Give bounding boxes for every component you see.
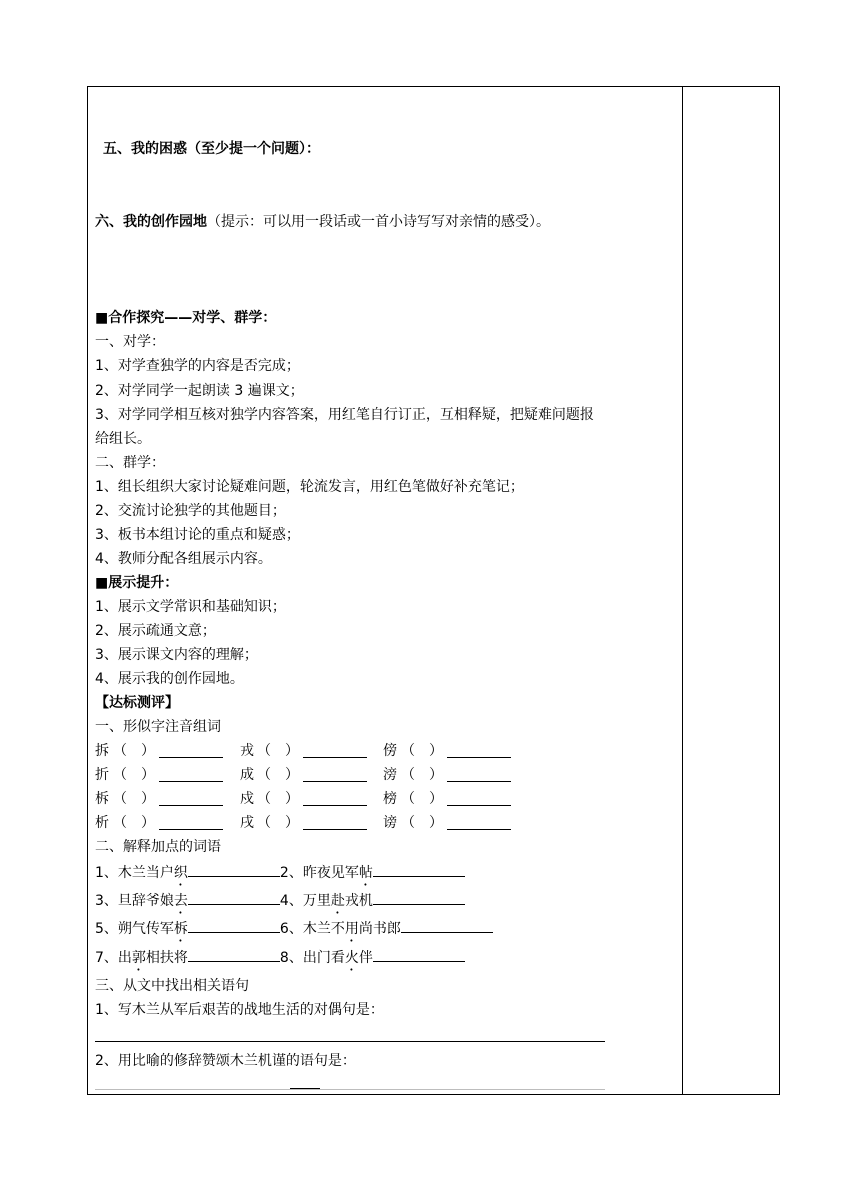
- show-heading: ■展示提升：: [95, 575, 179, 591]
- q2-dotted-char: 织: [173, 865, 188, 881]
- q2-text: 3、旦辞爷娘: [95, 893, 174, 909]
- show-item: 2、展示疏通文意；: [95, 623, 216, 639]
- q1-paren: （ ）: [401, 815, 443, 831]
- q2-dotted-char: 用: [344, 921, 359, 937]
- q1-paren: （ ）: [113, 743, 155, 759]
- q2-text: 相扶将: [145, 950, 188, 966]
- q1-char: 柝: [95, 791, 109, 807]
- duixue-heading: 一、对学：: [95, 334, 165, 350]
- q2-dotted-char: 火: [344, 950, 359, 966]
- q3-heading: 三、从文中找出相关语句: [95, 978, 249, 994]
- q1-blank[interactable]: [303, 791, 367, 806]
- q2-dotted-char: 柝: [173, 921, 188, 937]
- q2-blank[interactable]: [188, 947, 280, 962]
- q1-paren: （ ）: [401, 791, 443, 807]
- q1-blank[interactable]: [303, 767, 367, 782]
- q2-text: 8、出门看: [279, 950, 345, 966]
- creation-hint: （提示：可以用一段话或一首小诗写写对亲情的感受）。: [207, 214, 550, 230]
- q2-heading: 二、解释加点的词语: [95, 839, 221, 855]
- q1-blank[interactable]: [159, 767, 223, 782]
- q2-blank[interactable]: [373, 947, 465, 962]
- coop-heading: ■合作探究——对学、群学：: [95, 310, 277, 326]
- duixue-item: 3、对学同学相互核对独学内容答案，用红笔自行订正，互相释疑，把疑难问题报: [95, 407, 594, 423]
- q2-dotted-char: 去: [173, 893, 188, 909]
- q1-blank[interactable]: [159, 791, 223, 806]
- show-item: 1、展示文学常识和基础知识；: [95, 599, 286, 615]
- show-item: 4、展示我的创作园地。: [95, 671, 244, 687]
- q1-blank[interactable]: [159, 815, 223, 830]
- show-item: 3、展示课文内容的理解；: [95, 647, 258, 663]
- qunxue-item: 2、交流讨论独学的其他题目；: [95, 503, 286, 519]
- q1-char: 傍: [383, 743, 397, 759]
- q2-text: 6、木兰不: [279, 921, 345, 937]
- q1-char: 析: [95, 815, 109, 831]
- q2-text: 1、木兰当户: [95, 865, 174, 881]
- q1-paren: （ ）: [401, 767, 443, 783]
- q2-dotted-char: 赴: [330, 893, 345, 909]
- q1-char: 谤: [383, 815, 397, 831]
- qunxue-item: 4、教师分配各组展示内容。: [95, 551, 272, 567]
- q2-text: 5、朔气传军: [95, 921, 174, 937]
- creation-heading: [95, 212, 550, 232]
- q2-blank[interactable]: [188, 862, 280, 877]
- q1-blank[interactable]: [447, 767, 511, 782]
- q1-blank[interactable]: [447, 791, 511, 806]
- duixue-item: 2、对学同学一起朗读 3 遍课文；: [95, 383, 304, 399]
- q2-dotted-char: 帖: [358, 865, 373, 881]
- q1-paren: （ ）: [113, 767, 155, 783]
- q1-char: 榜: [383, 791, 397, 807]
- q1-paren: （ ）: [401, 743, 443, 759]
- q3-question: 2、用比喻的修辞赞颂木兰机谨的语句是：: [95, 1053, 356, 1069]
- q2-row: [95, 918, 493, 945]
- q1-paren: （ ）: [257, 815, 299, 831]
- qunxue-heading: 二、群学：: [95, 455, 165, 471]
- q1-paren: （ ）: [257, 743, 299, 759]
- q1-char: 戌: [240, 815, 254, 831]
- q2-text: 尚书郎: [358, 921, 401, 937]
- qunxue-item: 1、组长组织大家讨论疑难问题，轮流发言，用红色笔做好补充笔记；: [95, 479, 524, 495]
- q2-row: [95, 947, 465, 974]
- q2-blank[interactable]: [373, 862, 465, 877]
- q2-blank[interactable]: [188, 890, 280, 905]
- q2-text: 2、昨夜见军: [279, 865, 359, 881]
- q3-answer-line-mark: [290, 1088, 320, 1089]
- q3-answer-line[interactable]: [95, 1041, 605, 1042]
- creation-heading-bold: 六、我的创作园地: [95, 214, 207, 230]
- q1-blank[interactable]: [447, 743, 511, 758]
- q2-dotted-char: 郭: [131, 950, 146, 966]
- q1-paren: （ ）: [113, 815, 155, 831]
- table-column-divider: [682, 86, 683, 1095]
- q1-char: 戍: [240, 791, 254, 807]
- q2-text: 7、出: [95, 950, 132, 966]
- q3-question: 1、写木兰从军后艰苦的战地生活的对偶句是：: [95, 1002, 384, 1018]
- q1-blank[interactable]: [159, 743, 223, 758]
- confusion-heading: 五、我的困惑（至少提一个问题）：: [103, 141, 320, 157]
- q1-blank[interactable]: [303, 815, 367, 830]
- q1-paren: （ ）: [113, 791, 155, 807]
- q2-blank[interactable]: [401, 918, 493, 933]
- q1-char: 戎: [240, 743, 254, 759]
- q1-char: 滂: [383, 767, 397, 783]
- q2-text: 伴: [358, 950, 373, 966]
- q2-blank[interactable]: [188, 918, 280, 933]
- q2-blank[interactable]: [373, 890, 465, 905]
- q2-row: [95, 890, 465, 917]
- test-heading: 【达标测评】: [95, 695, 179, 711]
- q1-heading: 一、形似字注音组词: [95, 719, 221, 735]
- q3-answer-line[interactable]: [95, 1089, 605, 1090]
- q2-text: 戎机: [344, 893, 373, 909]
- q1-blank[interactable]: [447, 815, 511, 830]
- q1-paren: （ ）: [257, 791, 299, 807]
- duixue-item: 给组长。: [95, 431, 151, 447]
- q1-char: 拆: [95, 743, 109, 759]
- duixue-item: 1、对学查独学的内容是否完成；: [95, 358, 300, 374]
- q2-row: [95, 862, 465, 889]
- q1-char: 成: [240, 767, 254, 783]
- q1-blank[interactable]: [303, 743, 367, 758]
- qunxue-item: 3、板书本组讨论的重点和疑惑；: [95, 527, 300, 543]
- q1-char: 折: [95, 767, 109, 783]
- q1-paren: （ ）: [257, 767, 299, 783]
- q2-text: 4、万里: [279, 893, 331, 909]
